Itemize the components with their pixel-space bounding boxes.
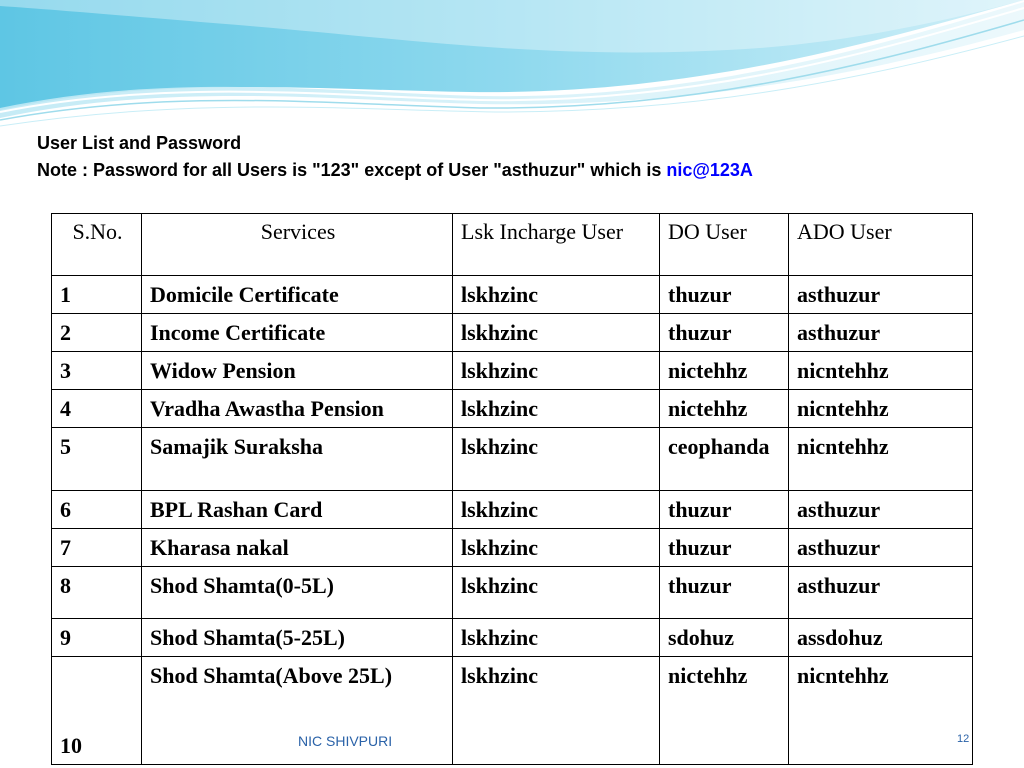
- cell-lsk-user: lskhzinc: [453, 491, 660, 529]
- cell-do-user: sdohuz: [660, 619, 789, 657]
- cell-ado-user: asthuzur: [789, 276, 973, 314]
- table-header-row: [52, 214, 973, 276]
- header-services: Services: [142, 214, 453, 276]
- cell-ado-user: nicntehhz: [789, 657, 973, 765]
- cell-sno: 3: [52, 352, 142, 390]
- cell-sno: 6: [52, 491, 142, 529]
- cell-service: Samajik Suraksha: [142, 428, 453, 491]
- table-row: [52, 657, 973, 765]
- table-row: [52, 314, 973, 352]
- decorative-wave-banner: [0, 0, 1024, 130]
- table-row: [52, 390, 973, 428]
- cell-do-user: ceophanda: [660, 428, 789, 491]
- table-row: [52, 276, 973, 314]
- table-row: [52, 567, 973, 619]
- cell-service: Vradha Awastha Pension: [142, 390, 453, 428]
- cell-lsk-user: lskhzinc: [453, 529, 660, 567]
- cell-do-user: thuzur: [660, 276, 789, 314]
- cell-ado-user: asthuzur: [789, 314, 973, 352]
- cell-do-user: nictehhz: [660, 657, 789, 765]
- table-row: [52, 491, 973, 529]
- cell-service: Shod Shamta(0-5L): [142, 567, 453, 619]
- cell-sno: 9: [52, 619, 142, 657]
- cell-ado-user: asthuzur: [789, 529, 973, 567]
- cell-lsk-user: lskhzinc: [453, 390, 660, 428]
- cell-service: Domicile Certificate: [142, 276, 453, 314]
- cell-lsk-user: lskhzinc: [453, 314, 660, 352]
- cell-sno: 10: [52, 657, 142, 765]
- cell-lsk-user: lskhzinc: [453, 619, 660, 657]
- table-row: [52, 352, 973, 390]
- password-note: [37, 160, 753, 181]
- cell-do-user: thuzur: [660, 314, 789, 352]
- cell-sno: 8: [52, 567, 142, 619]
- cell-ado-user: asthuzur: [789, 567, 973, 619]
- cell-lsk-user: lskhzinc: [453, 657, 660, 765]
- cell-lsk-user: lskhzinc: [453, 567, 660, 619]
- cell-service: Shod Shamta(Above 25L): [142, 657, 453, 765]
- table-row: [52, 619, 973, 657]
- header-sno: S.No.: [52, 214, 142, 276]
- cell-do-user: thuzur: [660, 567, 789, 619]
- cell-lsk-user: lskhzinc: [453, 352, 660, 390]
- cell-sno: 4: [52, 390, 142, 428]
- header-lsk-incharge-user: Lsk Incharge User: [453, 214, 660, 276]
- cell-lsk-user: lskhzinc: [453, 276, 660, 314]
- cell-ado-user: nicntehhz: [789, 352, 973, 390]
- cell-do-user: thuzur: [660, 529, 789, 567]
- cell-ado-user: nicntehhz: [789, 428, 973, 491]
- cell-do-user: nictehhz: [660, 390, 789, 428]
- cell-sno: 1: [52, 276, 142, 314]
- cell-ado-user: assdohuz: [789, 619, 973, 657]
- cell-service: Income Certificate: [142, 314, 453, 352]
- cell-service: Shod Shamta(5-25L): [142, 619, 453, 657]
- table-row: [52, 428, 973, 491]
- user-list-table: [51, 213, 973, 765]
- cell-sno: 2: [52, 314, 142, 352]
- cell-do-user: nictehhz: [660, 352, 789, 390]
- special-password: nic@123A: [666, 160, 753, 180]
- cell-ado-user: nicntehhz: [789, 390, 973, 428]
- cell-lsk-user: lskhzinc: [453, 428, 660, 491]
- page-number: 12: [957, 733, 970, 745]
- cell-service: Kharasa nakal: [142, 529, 453, 567]
- cell-sno: 7: [52, 529, 142, 567]
- table-row: [52, 529, 973, 567]
- cell-do-user: thuzur: [660, 491, 789, 529]
- cell-service: BPL Rashan Card: [142, 491, 453, 529]
- password-note-text: Note : Password for all Users is "123" except of User "asthuzur" which is: [37, 160, 667, 180]
- header-ado-user: ADO User: [789, 214, 973, 276]
- cell-service: Widow Pension: [142, 352, 453, 390]
- cell-sno: 5: [52, 428, 142, 491]
- header-do-user: DO User: [660, 214, 789, 276]
- footer-org-name: NIC SHIVPURI: [298, 733, 393, 749]
- slide-title: User List and Password: [37, 133, 242, 153]
- cell-ado-user: asthuzur: [789, 491, 973, 529]
